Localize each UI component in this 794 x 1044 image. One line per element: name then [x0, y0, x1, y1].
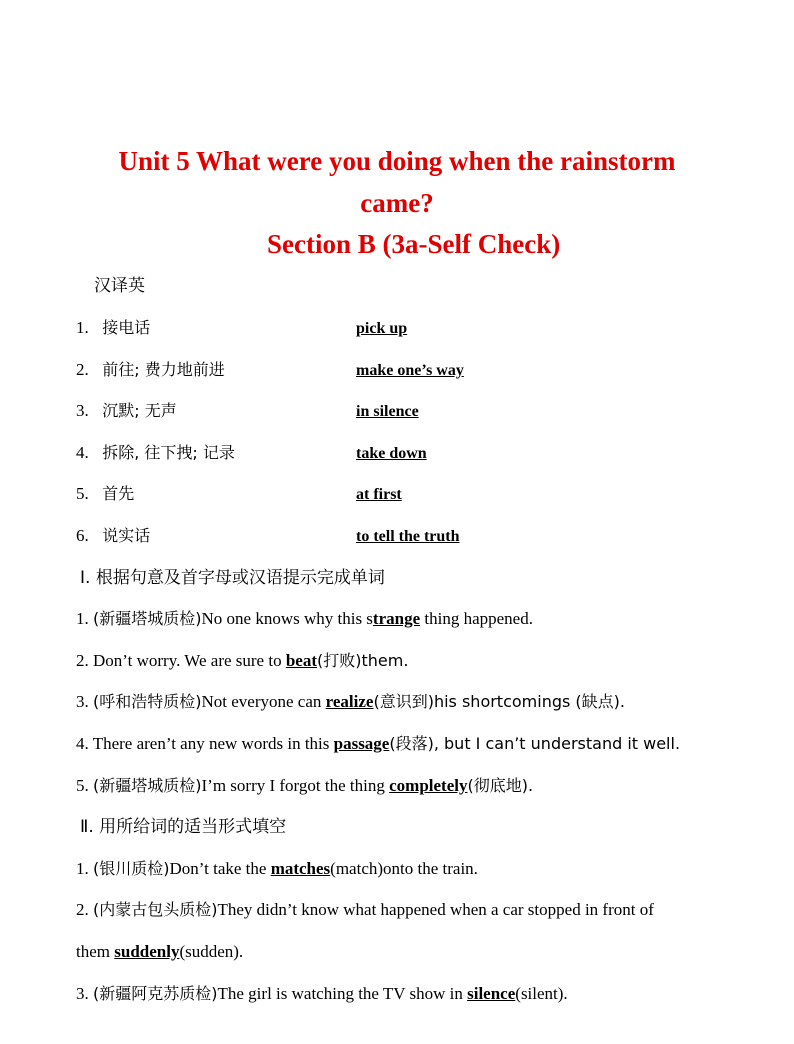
vocab-answer: pick up: [356, 320, 408, 337]
vocab-item: 2. 前往; 费力地前进: [76, 360, 225, 379]
answer-word: suddenly: [114, 942, 180, 961]
unit-title-continued: came?: [360, 188, 434, 218]
answer-word: realize: [325, 692, 374, 711]
vocab-answer: make one’s way: [356, 362, 464, 379]
vocab-item: 3. 沉默; 无声: [76, 401, 177, 420]
vocab-item: 4. 拆除, 往下拽; 记录: [76, 443, 235, 462]
vocab-heading: 汉译英: [94, 276, 145, 296]
vocab-answer: take down: [356, 445, 427, 462]
section-title: Section B (3a-Self Check): [267, 229, 561, 259]
vocab-answer: in silence: [356, 403, 419, 420]
exercise-item: 1. (银川质检)Don’t take the matches(match)onto the train.: [76, 859, 478, 878]
exercise-item: 2. (内蒙古包头质检)They didn’t know what happened when a car stopped in front of: [76, 900, 654, 919]
answer-word: completely: [389, 776, 468, 795]
answer-word: silence: [467, 984, 516, 1003]
answer-word: beat: [285, 651, 317, 670]
section-2-heading: Ⅱ. 用所给词的适当形式填空: [80, 817, 287, 837]
exercise-item: 2. Don’t worry. We are sure to beat(打败)them.: [76, 651, 409, 670]
exercise-item-continued: them suddenly(sudden).: [76, 942, 244, 961]
section-1-heading: Ⅰ. 根据句意及首字母或汉语提示完成单词: [80, 568, 385, 588]
exercise-item: 3. (新疆阿克苏质检)The girl is watching the TV show in silence(silent).: [76, 984, 568, 1003]
vocab-answer: to tell the truth: [356, 528, 460, 545]
unit-title: Unit 5 What were you doing when the rainstorm: [118, 146, 676, 176]
exercise-item: 3. (呼和浩特质检)Not everyone can realize(意识到)his shortcomings (缺点).: [76, 692, 625, 711]
exercise-item: 4. There aren’t any new words in this passage(段落), but I can’t understand it well.: [76, 734, 681, 753]
vocab-item: 5. 首先: [76, 484, 135, 503]
answer-word: trange: [372, 609, 421, 628]
exercise-item: 1. (新疆塔城质检)No one knows why this strange thing happened.: [76, 609, 533, 628]
vocab-item: 6. 说实话: [76, 526, 151, 545]
vocab-answer: at first: [356, 486, 402, 503]
answer-word: matches: [270, 859, 331, 878]
vocab-item: 1. 接电话: [76, 318, 151, 337]
exercise-item: 5. (新疆塔城质检)I’m sorry I forgot the thing completely(彻底地).: [76, 776, 534, 795]
answer-word: passage: [333, 734, 390, 753]
